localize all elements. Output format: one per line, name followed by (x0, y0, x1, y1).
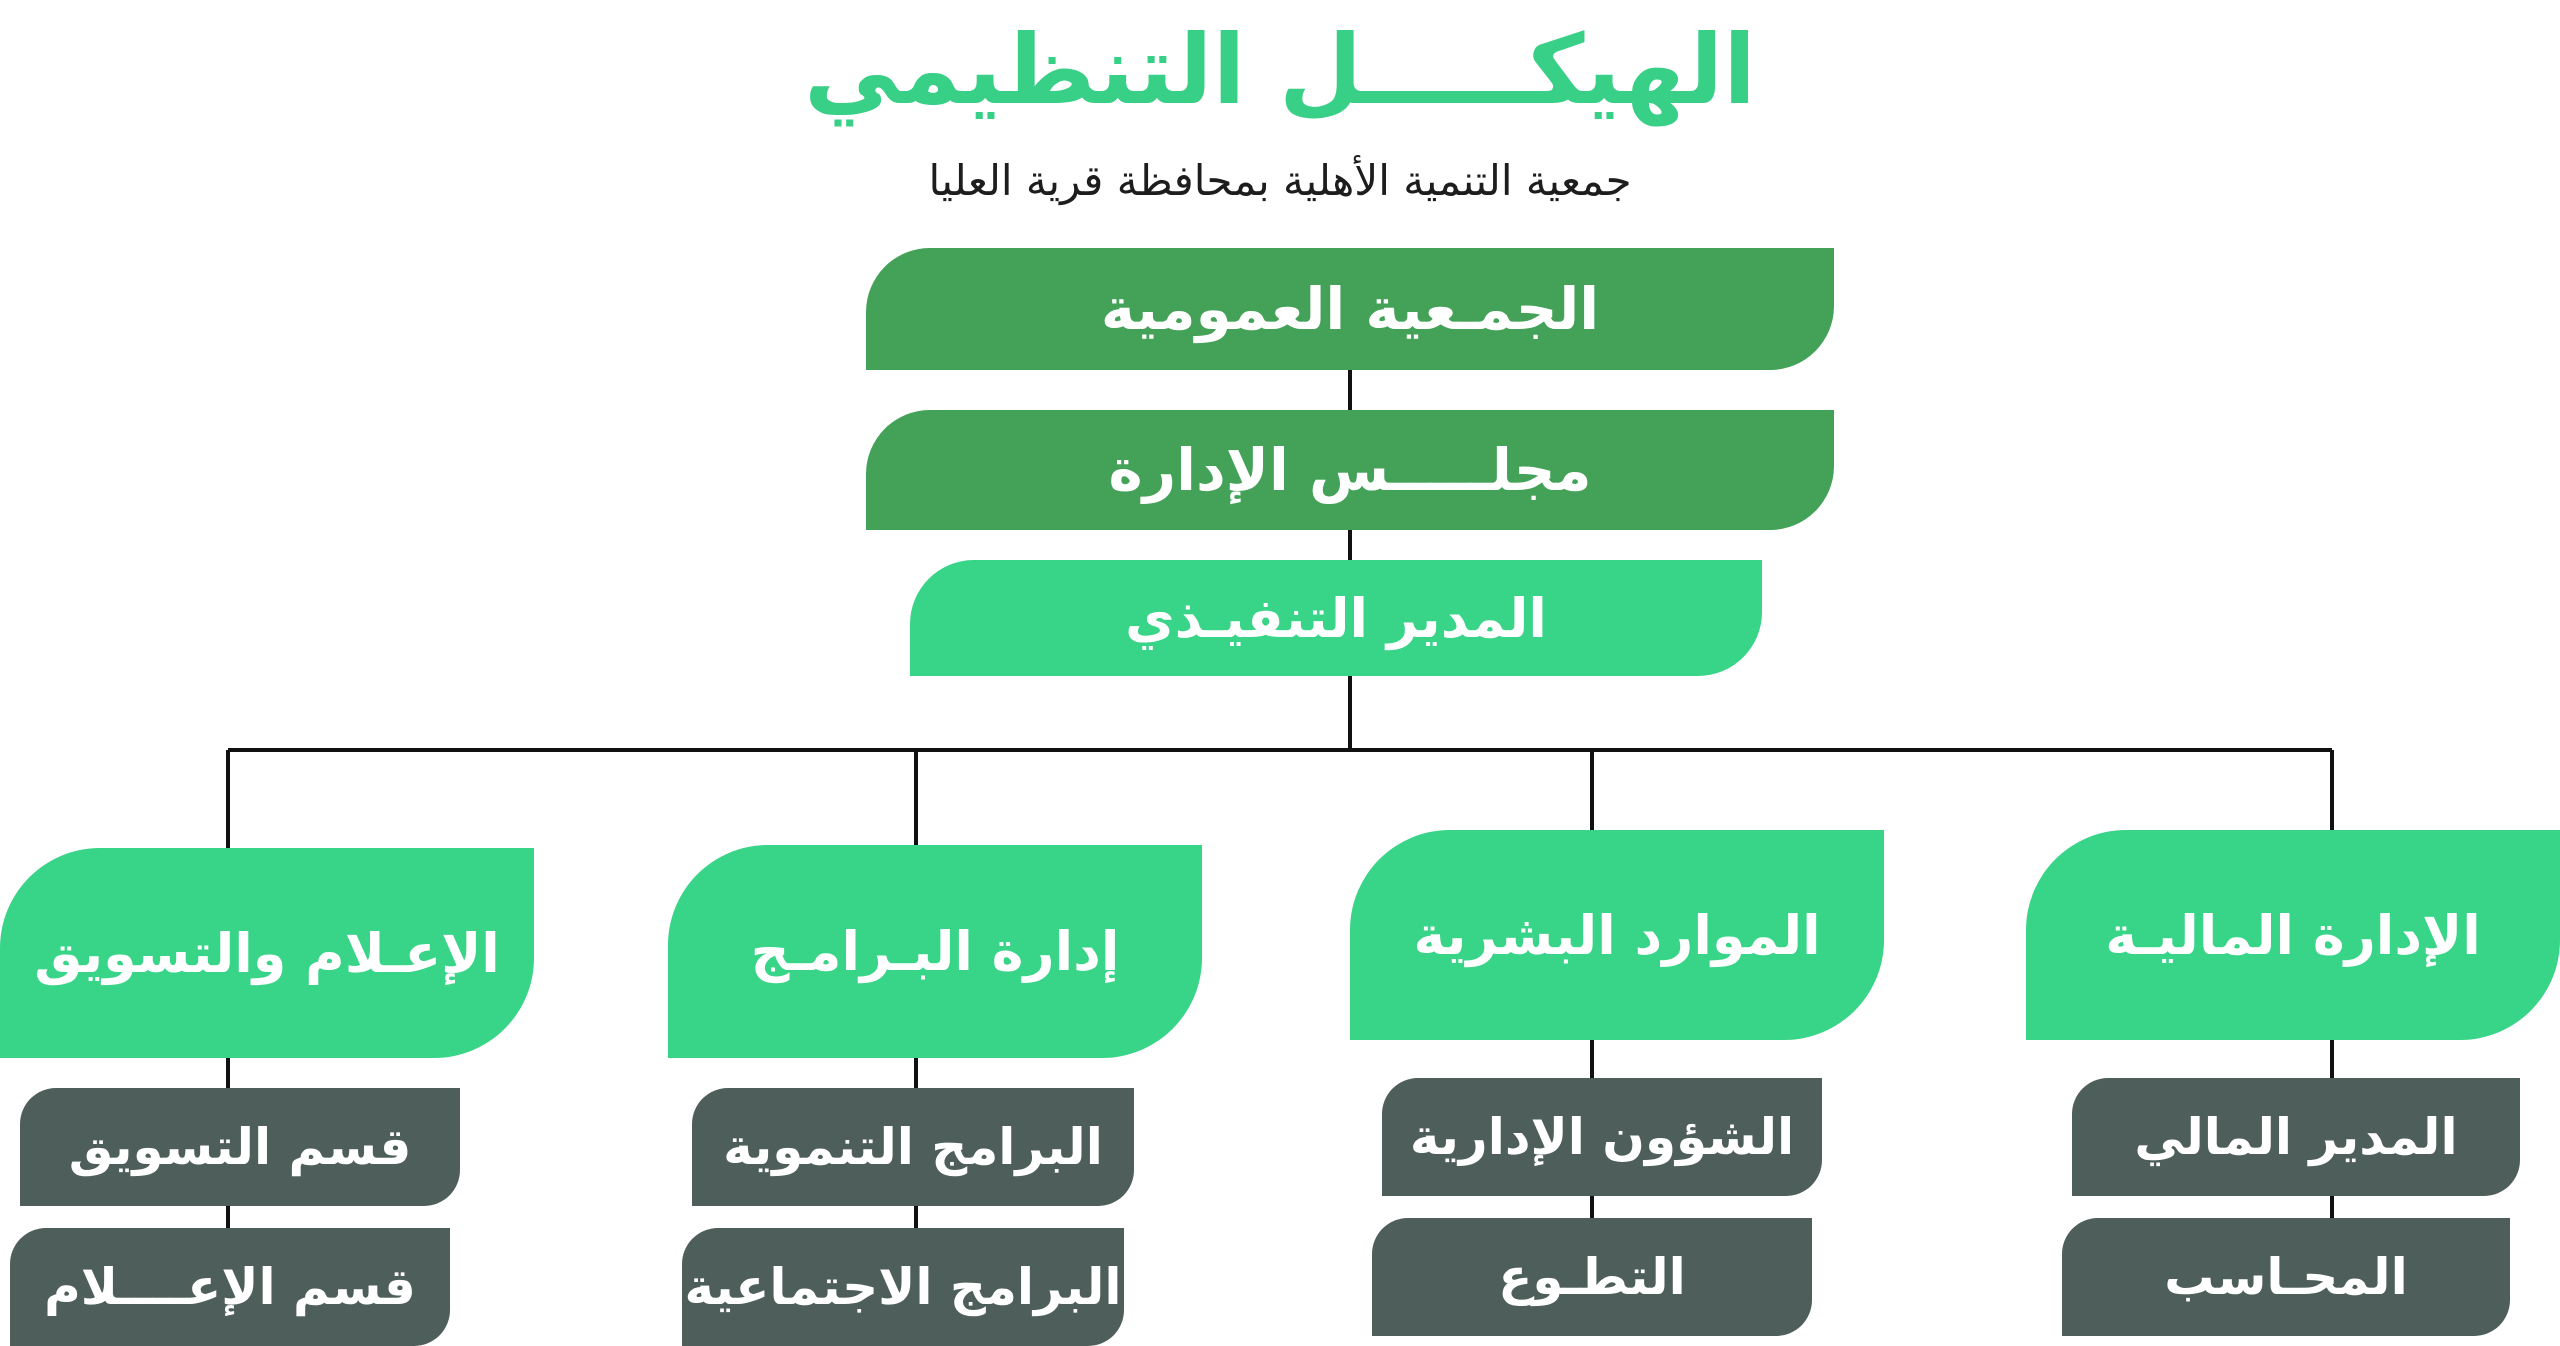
unit-social-programs: البرامج الاجتماعية (682, 1228, 1124, 1346)
department-human-resources: الموارد البشرية (1350, 830, 1884, 1040)
unit-volunteering: التطـوع (1372, 1218, 1812, 1336)
page-subtitle: جمعية التنمية الأهلية بمحافظة قرية العليا (928, 155, 1632, 205)
board-box: مجلـــــس الإدارة (866, 410, 1834, 530)
page-title: الهيكـــــل التنظيمي (803, 14, 1757, 126)
unit-development-programs: البرامج التنموية (692, 1088, 1134, 1206)
department-finance: الإدارة الماليـة (2026, 830, 2560, 1040)
department-programs: إدارة البـرامـج (668, 845, 1202, 1058)
unit-administrative-affairs: الشؤون الإدارية (1382, 1078, 1822, 1196)
unit-finance-manager: المدير المالي (2072, 1078, 2520, 1196)
executive-director-box: المدير التنفيـذي (910, 560, 1762, 676)
unit-accountant: المحـاسب (2062, 1218, 2510, 1336)
unit-marketing: قسم التسويق (20, 1088, 460, 1206)
unit-media: قسم الإعــــلام (10, 1228, 450, 1346)
department-media-marketing: الإعـلام والتسويق (0, 848, 534, 1058)
general-assembly-box: الجمـعية العمومية (866, 248, 1834, 370)
